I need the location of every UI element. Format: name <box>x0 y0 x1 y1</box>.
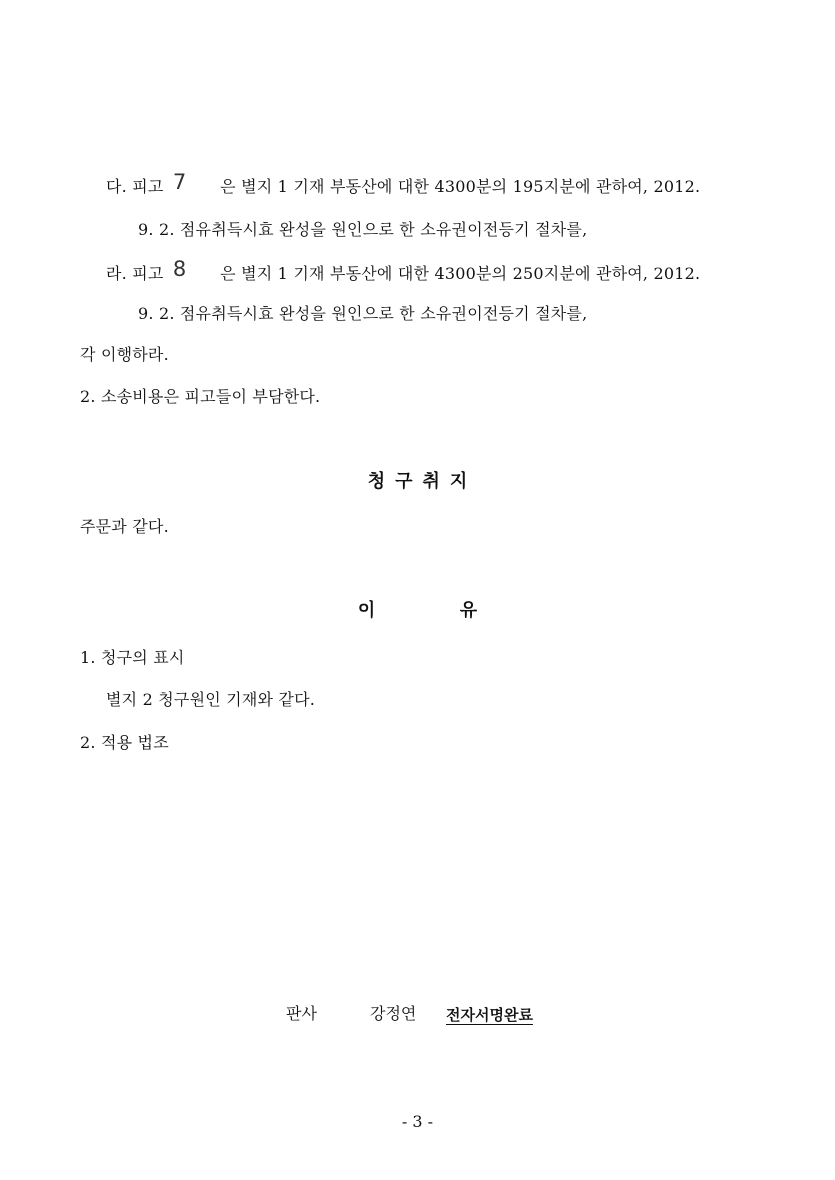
each-perform-text: 각 이행하라. <box>80 345 169 364</box>
reason-title-char-1: 이 <box>357 600 376 621</box>
page-number: - 3 - <box>401 1112 434 1131</box>
defendant-number-8: 8 <box>172 257 187 281</box>
item-da-text: 은 별지 1 기재 부동산에 대한 4300분의 195지분에 관하여, 2012. <box>220 177 701 196</box>
judge-role: 판사 <box>286 1004 317 1023</box>
item-ra-prefix: 라. 피고 <box>106 264 164 283</box>
reason-title-char-2: 유 <box>459 600 478 621</box>
item-da-continuation: 9. 2. 점유취득시효 완성을 원인으로 한 소유권이전등기 절차를, <box>138 220 588 239</box>
reason-section-title <box>0 599 835 623</box>
reason-item2-title: 2. 적용 법조 <box>80 733 169 752</box>
defendant-number-7: 7 <box>172 170 187 194</box>
item-ra-continuation: 9. 2. 점유취득시효 완성을 원인으로 한 소유권이전등기 절차를, <box>138 304 588 323</box>
reason-item1-text: 별지 2 청구원인 기재와 같다. <box>106 690 316 709</box>
item-da-line <box>106 170 701 198</box>
judge-name: 강정연 <box>370 1004 417 1023</box>
item-ra-line <box>106 257 701 285</box>
electronic-signature-status: 전자서명완료 <box>446 1006 533 1024</box>
item-ra-text: 은 별지 1 기재 부동산에 대한 4300분의 250지분에 관하여, 2012. <box>220 264 701 283</box>
claim-section-title: 청구취지 <box>367 471 478 492</box>
item-da-prefix: 다. 피고 <box>106 177 164 196</box>
litigation-costs-text: 2. 소송비용은 피고들이 부담한다. <box>80 387 321 406</box>
reason-item1-title: 1. 청구의 표시 <box>80 648 185 667</box>
claim-section-text: 주문과 같다. <box>80 517 169 536</box>
